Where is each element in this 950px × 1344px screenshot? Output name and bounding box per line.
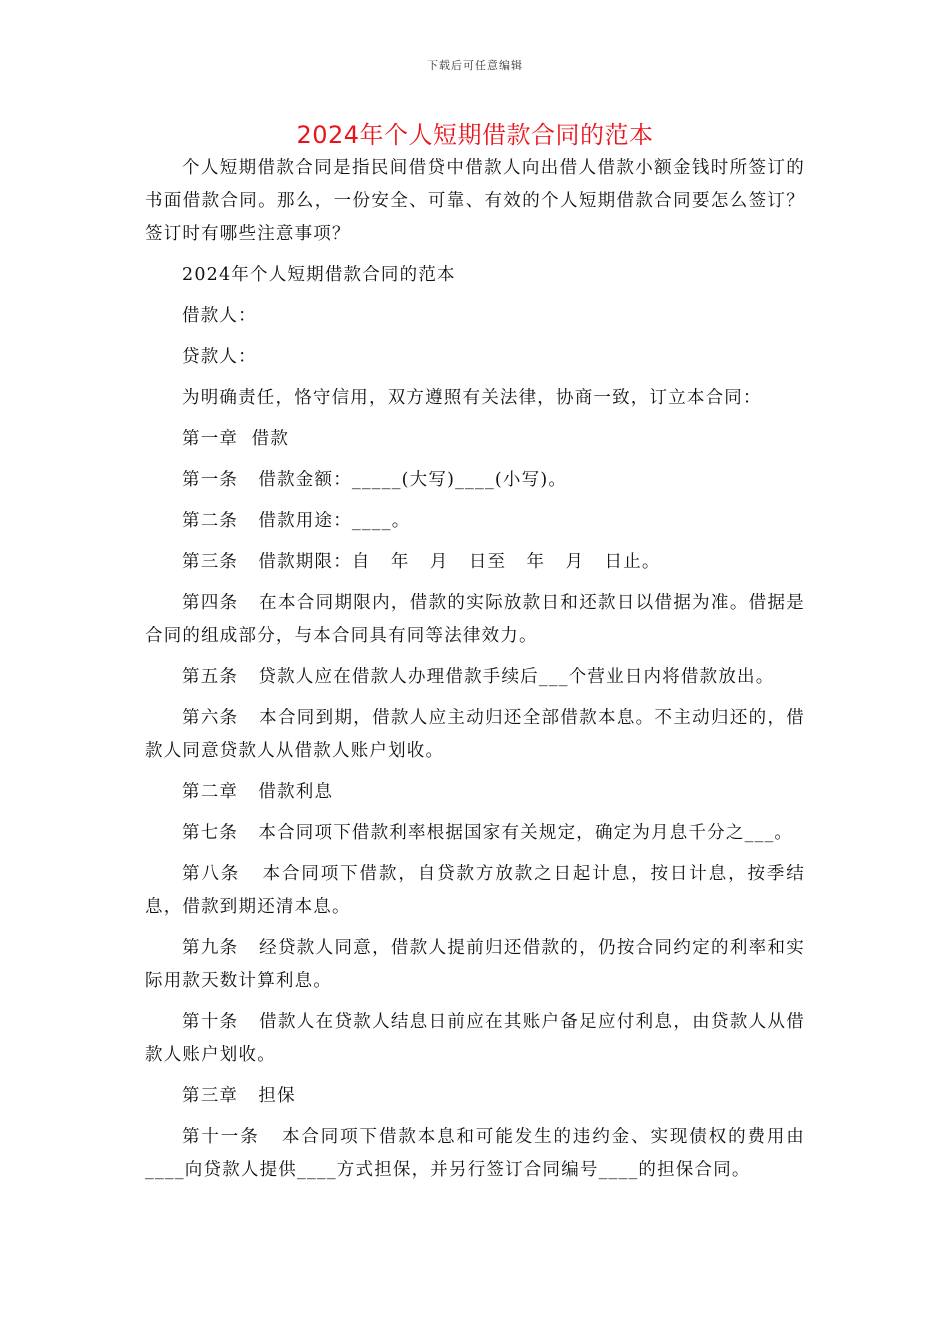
document-title: 2024年个人短期借款合同的范本 [296, 121, 654, 149]
lender-line: 贷款人： [182, 347, 257, 367]
clause-paragraph: 第十条 借款人在贷款人结息日前应在其账户备足应付利息，由贷款人从借款人账户划收。 [145, 1012, 805, 1065]
clause-paragraph: 第四条 在本合同期限内，借款的实际放款日和还款日以借据为准。借据是合同的组成部分，与本合同具有同等法律效力。 [145, 593, 805, 646]
header-note: 下载后可任意编辑 [427, 59, 523, 72]
clause-paragraph: 第一条 借款金额：_____(大写)____(小写)。 [182, 470, 568, 490]
clause-paragraph: 第五条 贷款人应在借款人办理借款手续后___个营业日内将借款放出。 [182, 667, 775, 687]
clause-paragraph: 第六条 本合同到期，借款人应主动归还全部借款本息。不主动归还的，借款人同意贷款人从借款人账户划收。 [145, 708, 805, 761]
clause-paragraph: 第十一条 本合同项下借款本息和可能发生的违约金、实现债权的费用由____向贷款人提供____方式担保，并另行签订合同编号____的担保合同。 [145, 1127, 805, 1180]
subtitle-paragraph: 2024年个人短期借款合同的范本 [182, 265, 456, 285]
borrower-line: 借款人： [182, 306, 257, 326]
preamble-paragraph: 为明确责任，恪守信用，双方遵照有关法律，协商一致，订立本合同： [182, 388, 762, 408]
clause-paragraph: 第七条 本合同项下借款利率根据国家有关规定，确定为月息千分之___。 [182, 823, 794, 843]
chapter-heading: 第二章 借款利息 [182, 782, 334, 802]
intro-paragraph: 个人短期借款合同是指民间借贷中借款人向出借人借款小额金钱时所签订的书面借款合同。那么，一份安全、可靠、有效的个人短期借款合同要怎么签订？签订时有哪些注意事项？ [145, 158, 805, 244]
document-body [145, 152, 805, 1195]
chapter-heading: 第三章 担保 [182, 1086, 296, 1106]
clause-paragraph: 第二条 借款用途：____。 [182, 511, 411, 531]
clause-paragraph: 第九条 经贷款人同意，借款人提前归还借款的，仍按合同约定的利率和实际用款天数计算利息。 [145, 938, 805, 991]
clause-paragraph: 第八条 本合同项下借款，自贷款方放款之日起计息，按日计息，按季结息，借款到期还清本息。 [145, 864, 805, 917]
chapter-heading: 第一章 借款 [182, 429, 290, 449]
clause-paragraph: 第三条 借款期限：自 年 月 日至 年 月 日止。 [182, 552, 661, 572]
